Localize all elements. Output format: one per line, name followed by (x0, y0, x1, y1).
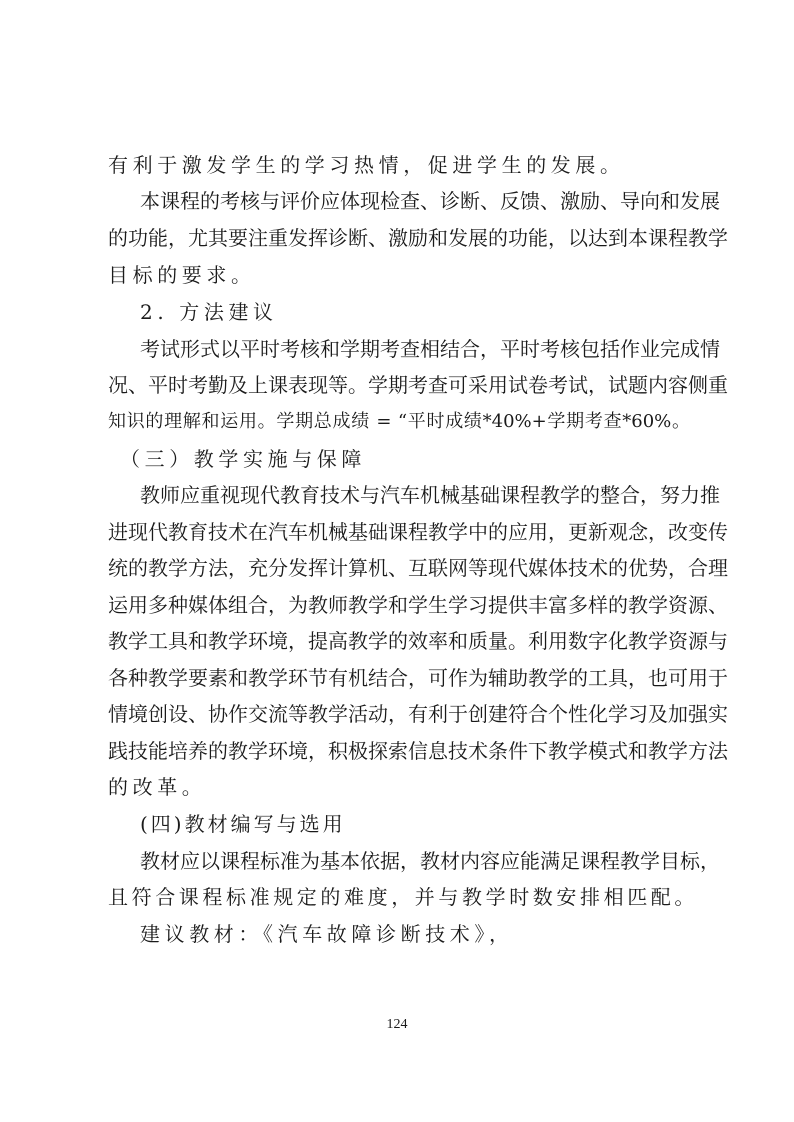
subsection-heading: 2. 方法建议 (140, 300, 278, 324)
paragraph-line: 教师应重视现代教育技术与汽车机械基础课程教学的整合，努力推 (140, 483, 720, 507)
paragraph-line: 践技能培养的教学环境，积极探索信息技术条件下教学模式和教学方法 (108, 739, 728, 763)
section-heading: （三）教学实施与保障 (120, 447, 366, 471)
paragraph-line: 统的教学方法，充分发挥计算机、互联网等现代媒体技术的优势，合理 (108, 556, 728, 580)
paragraph-line: 运用多种媒体组合，为教师教学和学生学习提供丰富多样的教学资源、 (108, 593, 728, 617)
paragraph-line: 况、平时考勤及上课表现等。学期考查可采用试卷考试，试题内容侧重 (108, 373, 728, 397)
page-number: 124 (386, 1017, 408, 1032)
paragraph-line: 有利于激发学生的学习热情，促进学生的发展。 (108, 153, 625, 177)
paragraph-line: 教材应以课程标准为基本依据，教材内容应能满足课程教学目标， (140, 849, 720, 873)
paragraph-line: 情境创设、协作交流等教学活动，有利于创建符合个性化学习及加强实 (108, 702, 728, 726)
paragraph-line: 本课程的考核与评价应体现检查、诊断、反馈、激励、导向和发展 (140, 189, 720, 213)
paragraph-line: 的功能，尤其要注重发挥诊断、激励和发展的功能，以达到本课程教学 (108, 226, 728, 250)
paragraph-line: 且符合课程标准规定的难度，并与教学时数安排相匹配。 (108, 885, 698, 909)
paragraph-line: 的改革。 (108, 775, 207, 799)
paragraph-line: 进现代教育技术在汽车机械基础课程教学中的应用，更新观念，改变传 (108, 520, 728, 544)
section-heading: (四)教材编写与选用 (140, 812, 346, 836)
paragraph-line: 建议教材：《汽车故障诊断技术》， (140, 922, 514, 946)
paragraph-line: 各种教学要素和教学环节有机结合，可作为辅助教学的工具，也可用于 (108, 666, 728, 690)
paragraph-line: 教学工具和教学环境，提高教学的效率和质量。利用数字化教学资源与 (108, 629, 728, 653)
paragraph-line: 考试形式以平时考核和学期考查相结合，平时考核包括作业完成情 (140, 337, 720, 361)
paragraph-line: 目标的要求。 (108, 263, 256, 287)
paragraph-line: 知识的理解和运用。学期总成绩 = “平时成绩*40%+学期考查*60%。 (108, 411, 690, 432)
